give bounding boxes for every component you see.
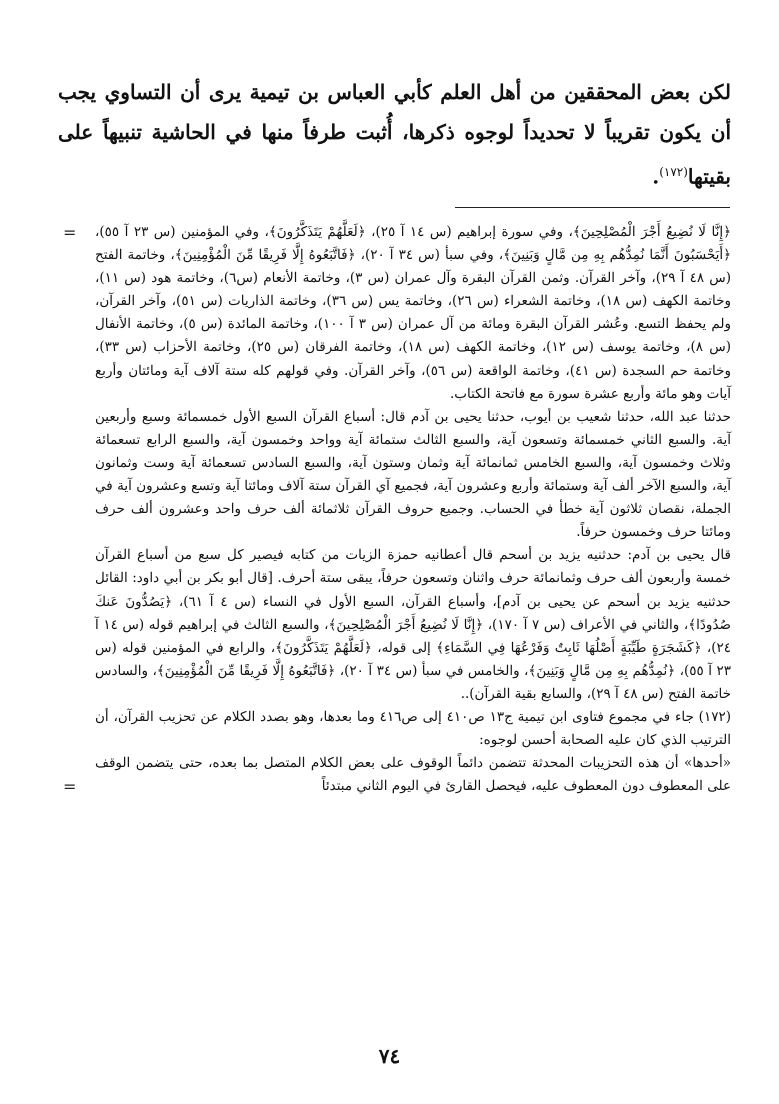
footnote-172-line [95, 706, 731, 752]
continued-from-previous-marker: = [63, 223, 77, 242]
footnote-paragraph: حدثنا عبد الله، حدثنا شعيب بن أيوب، حدثنا يحيى بن آدم قال: أسباع القرآن السبع الأول خمسمائة وسبع وأربعين آية. والسبع الثاني خمسمائة وتسعون آية، والسبع الثالث ستمائة آية وواحد وخمسون آية، والسبع الرابع تسعمائة وثلاث وخمسون آية، والسبع الخامس ثمانمائة آية وثمان وستون آية، والسبع السادس تسعمائة آية وست وثمانون آية، والسبع الآخر ألف آية وستمائة وأربع وعشرون آية، فجميع آي القرآن ستة آلاف ومائتا آية وتسع وعشرون آية في الجملة، نقصان ثلاثون آية خطأ في الحساب. وجميع حروف القرآن ثلاثمائة ألف حرف واحد وعشرون ألف حرف ومائتا حرف وخمسون حرفاً. [95, 408, 731, 541]
page-number: ٧٤ [378, 1044, 401, 1068]
footnote-separator [455, 207, 730, 208]
footnote-paragraph: ﴿إِنَّا لَا نُضِيعُ أَجْرَ الْمُصْلِحِينَ﴾، وفي سورة إبراهيم (س ١٤ آ ٢٥)، ﴿لَعَلَّهُمْ يَتَذَكَّرُونَ﴾، وفي المؤمنين (س ٢٣ آ ٥٥)، ﴿أَيَحْسَبُونَ أَنَّمَا نُمِدُّهُم بِهِ مِن مَّالٍ وَبَنِينَ﴾، وفي سبأ (س ٣٤ آ ٢٠)، ﴿فَاتَّبَعُوهُ إِلَّا فَرِيقًا مِّنَ الْمُؤْمِنِينَ﴾، وخاتمة الفتح (س ٤٨ آ ٢٩)، وآخر القرآن. وثمن القرآن البقرة وآل عمران (س ٣)، وخاتمة الأنعام (س٦)، وخاتمة هود (س ١١)، وخاتمة الكهف (س ١٨)، وخاتمة الشعراء (س ٢٦)، وخاتمة يس (س ٣٦)، وخاتمة الذاريات (س ٥١)، وآخر القرآن، ولم يحفظ التسع. وعُشر القرآن البقرة ومائة من آل عمران (س ٣ آ ١٠٠)، وخاتمة المائدة (س ٥)، وخاتمة الأنفال (س ٨)، وخاتمة يوسف (س ١٢)، وخاتمة الكهف (س ١٨)، وخاتمة الفرقان (س ٢٥)، وخاتمة الأحزاب (س ٣٣)، وخاتمة حم السجدة (س ٤١)، وخاتمة الواقعة (س ٥٦)، وآخر القرآن. وفي قولهم كله ستة آلاف آية ومائتان وأربع آيات وهو مائة وأربع عشرة سورة مع فاتحة الكتاب. [95, 224, 732, 402]
footnote-172-line: «أحدها» أن هذه التحزيبات المحدثة تتضمن دائماً الوقوف على بعض الكلام المتصل بما بعده، حتى يتضمن الوقف على المعطوف دون المعطوف عليه، فيحصل القارئ في اليوم الثاني مبتدئاً [95, 755, 731, 795]
footnote-172-text: جاء في مجموع فتاوى ابن تيمية ج١٣ ص٤١٠ إلى ص٤١٦ وما بعدها، وهو بصدد الكلام عن تحزيب القرآن، أن الترتيب الذي كان عليه الصحابة أحسن لوجوه: [95, 708, 731, 749]
footnotes-section [55, 221, 731, 798]
main-body-text: لكن بعض المحققين من أهل العلم كأبي العباس بن تيمية يرى أن التساوي يجب أن يكون تقريباً لا تحديداً لوجوه ذكرها، أُثبت طرفاً منها في الحاشية تنبيهاً على بقيتها [58, 80, 731, 189]
footnote-reference[interactable]: (١٧٢) [659, 165, 688, 179]
footnote-number: (١٧٢) [698, 708, 731, 725]
continues-next-page-marker: = [63, 777, 77, 797]
main-paragraph [58, 72, 731, 197]
footnote-172 [55, 706, 731, 798]
main-end-mark: . [652, 164, 660, 189]
footnote-paragraph: قال يحيى بن آدم: حدثنيه يزيد بن أسحم قال أعطانيه حمزة الزيات من كتابه فيصير كل سبع من أسباع القرآن خمسة وأربعون ألف حرف وثمانمائة حرف واثنان وتسعون حرفاً، يبقى ستة أحرف. [قال أبو بكر بن أبي داود: القائل حدثنيه يزيد بن أسحم عن يحيى بن آدم]، وأسباع القرآن، السبع الأول في النساء (س ٤ آ ٦١)، ﴿يَصُدُّونَ عَنكَ صُدُودًا﴾، والثاني في الأعراف (س ٧ آ ١٧٠)، ﴿إِنَّا لَا نُضِيعُ أَجْرَ الْمُصْلِحِينَ﴾، والسبع الثالث في إبراهيم قوله (س ١٤ آ ٢٤)، ﴿كَشَجَرَةٍ طَيِّبَةٍ أَصْلُهَا ثَابِتٌ وَفَرْعُهَا فِي السَّمَاءِ﴾ إلى قوله، ﴿لَعَلَّهُمْ يَتَذَكَّرُونَ﴾، والرابع في المؤمنين قوله (س ٢٣ آ ٥٥)، ﴿نُمِدُّهُم بِهِ مِن مَّالٍ وَبَنِينَ﴾، والخامس في سبأ (س ٣٤ آ ٢٠)، ﴿فَاتَّبَعُوهُ إِلَّا فَرِيقًا مِّنَ الْمُؤْمِنِينَ﴾، والسادس خاتمة الفتح (س ٤٨ آ ٢٩)، والسابع بقية القرآن).. [95, 547, 732, 702]
footnote-continuation [55, 221, 731, 706]
